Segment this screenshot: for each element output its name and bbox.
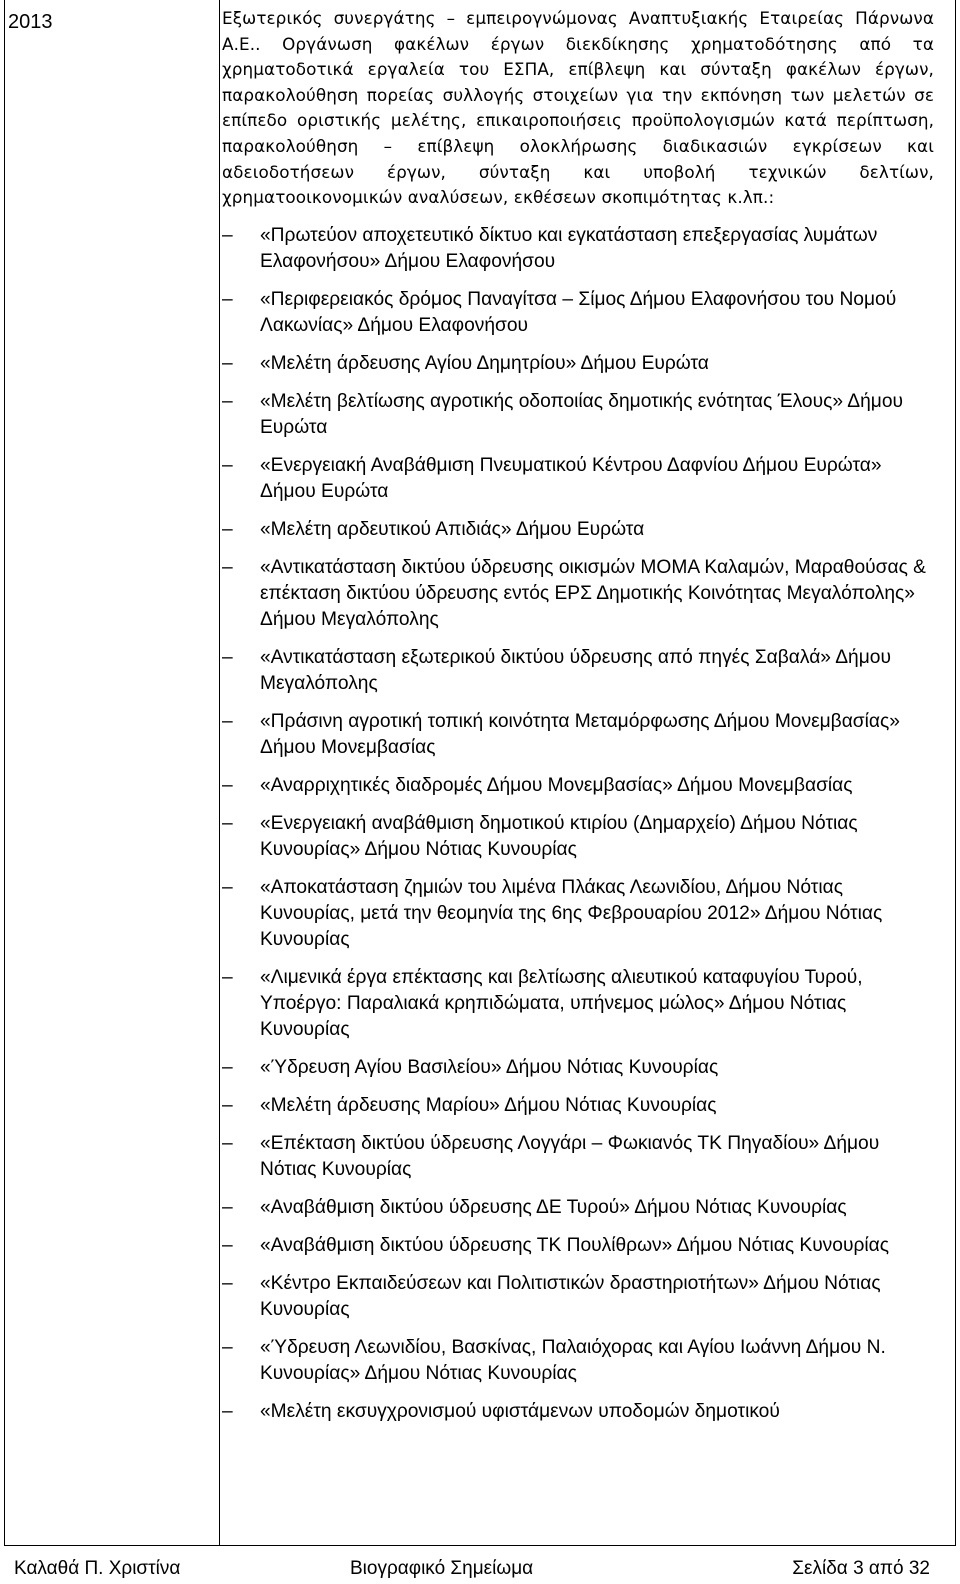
project-item: [222, 1093, 934, 1119]
dash-bullet-icon: –: [222, 518, 233, 540]
footer-title: Βιογραφικό Σημείωμα: [350, 1558, 534, 1579]
project-title: «Μελέτη άρδευσης Αγίου Δημητρίου» Δήμου Ευρώτα: [260, 352, 709, 374]
project-title: «Αντικατάσταση εξωτερικού δικτύου ύδρευσης από πηγές Σαβαλά» Δήμου Μεγαλόπολης: [260, 646, 891, 694]
dash-bullet-icon: –: [222, 1336, 233, 1358]
project-title: «Λιμενικά έργα επέκτασης και βελτίωσης αλιευτικού καταφυγίου Τυρού, Υποέργο: Παραλιακά κρηπιδώματα, υπήνεμος μώλος» Δήμου Νότιας Κυνουρίας: [260, 966, 863, 1040]
project-title: «Μελέτη εκσυγχρονισμού υφιστάμενων υποδομών δημοτικού: [260, 1400, 780, 1422]
project-item: [222, 223, 934, 275]
dash-bullet-icon: –: [222, 1094, 233, 1116]
entry-description: Εξωτερικός συνεργάτης – εμπειρογνώμονας Αναπτυξιακής Εταιρείας Πάρνωνα Α.Ε.. Οργάνωση φακέλων έργων διεκδίκησης χρηματοδότησης από τα χρηματοδοτικά εργαλεία του ΕΣΠΑ, επίβλεψη και σύνταξη φακέλων έργων, παρακολούθηση πορείας συλλογής στοιχείων για την εκπόνηση των μελετών σε επίπεδο οριστικής μελέτης, επικαιροποιήσεις προϋπολογισμών κατά περίπτωση, παρακολούθηση – επίβλεψη ολοκλήρωσης διαδικασιών εγκρίσεων και αδειοδοτήσεων έργων, σύνταξη και υποβολή τεχνικών δελτίων, χρηματοοικονομικών αναλύσεων, εκθέσεων σκοπιμότητας κ.λπ.:: [222, 8, 934, 208]
dash-bullet-icon: –: [222, 288, 233, 310]
entry-year: 2013: [8, 11, 53, 33]
dash-bullet-icon: –: [222, 1132, 233, 1154]
dash-bullet-icon: –: [222, 454, 233, 476]
project-item: [222, 351, 934, 377]
dash-bullet-icon: –: [222, 352, 233, 374]
project-title: «Πρωτεύον αποχετευτικό δίκτυο και εγκατάσταση επεξεργασίας λυμάτων Ελαφονήσου» Δήμου Ελαφονήσου: [260, 224, 878, 272]
dash-bullet-icon: –: [222, 1272, 233, 1294]
dash-bullet-icon: –: [222, 710, 233, 732]
dash-bullet-icon: –: [222, 966, 233, 988]
project-title: «Μελέτη αρδευτικού Απιδιάς» Δήμου Ευρώτα: [260, 518, 645, 540]
project-title: «Επέκταση δικτύου ύδρευσης Λογγάρι – Φωκιανός ΤΚ Πηγαδίου» Δήμου Νότιας Κυνουρίας: [260, 1132, 880, 1180]
project-item: [222, 1271, 934, 1323]
page-footer: [14, 1556, 944, 1582]
project-item: [222, 1131, 934, 1183]
entry-content: [222, 6, 934, 1437]
project-title: «Ύδρευση Αγίου Βασιλείου» Δήμου Νότιας Κυνουρίας: [260, 1056, 719, 1078]
project-item: [222, 555, 934, 633]
project-item: [222, 1399, 934, 1425]
project-item: [222, 389, 934, 441]
footer-author: Καλαθά Π. Χριστίνα: [14, 1558, 181, 1579]
project-item: [222, 1195, 934, 1221]
dash-bullet-icon: –: [222, 646, 233, 668]
project-item: [222, 1335, 934, 1387]
project-item: [222, 709, 934, 761]
dash-bullet-icon: –: [222, 1400, 233, 1422]
project-item: [222, 287, 934, 339]
dash-bullet-icon: –: [222, 556, 233, 578]
project-title: «Αποκατάσταση ζημιών του λιμένα Πλάκας Λεωνιδίου, Δήμου Νότιας Κυνουρίας, μετά την θεομηνία της 6ης Φεβρουαρίου 2012» Δήμου Νότιας Κυνουρίας: [260, 876, 883, 950]
dash-bullet-icon: –: [222, 876, 233, 898]
project-title: «Ενεργειακή Αναβάθμιση Πνευματικού Κέντρου Δαφνίου Δήμου Ευρώτα» Δήμου Ευρώτα: [260, 454, 882, 502]
project-item: [222, 1233, 934, 1259]
project-item: [222, 1055, 934, 1081]
project-title: «Αναβάθμιση δικτύου ύδρευσης ΤΚ Πουλίθρων» Δήμου Νότιας Κυνουρίας: [260, 1234, 889, 1256]
project-title: «Πράσινη αγροτική τοπική κοινότητα Μεταμόρφωσης Δήμου Μονεμβασίας» Δήμου Μονεμβασίας: [260, 710, 900, 758]
project-item: [222, 811, 934, 863]
project-item: [222, 875, 934, 953]
dash-bullet-icon: –: [222, 1196, 233, 1218]
project-title: «Μελέτη άρδευσης Μαρίου» Δήμου Νότιας Κυνουρίας: [260, 1094, 717, 1116]
project-item: [222, 965, 934, 1043]
project-title: «Περιφερειακός δρόμος Παναγίτσα – Σίμος Δήμου Ελαφονήσου του Νομού Λακωνίας» Δήμου Ελαφονήσου: [260, 288, 897, 336]
project-item: [222, 453, 934, 505]
project-item: [222, 517, 934, 543]
column-divider: [219, 0, 220, 1545]
dash-bullet-icon: –: [222, 774, 233, 796]
dash-bullet-icon: –: [222, 224, 233, 246]
project-title: «Ενεργειακή αναβάθμιση δημοτικού κτιρίου (Δημαρχείο) Δήμου Νότιας Κυνουρίας» Δήμου Νότιας Κυνουρίας: [260, 812, 858, 860]
project-title: «Αντικατάσταση δικτύου ύδρευσης οικισμών ΜΟΜΑ Καλαμών, Μαραθούσας & επέκταση δικτύου ύδρευσης εντός ΕΡΣ Δημοτικής Κοινότητας Μεγαλόπολης» Δήμου Μεγαλόπολης: [260, 556, 926, 630]
project-title: «Αναβάθμιση δικτύου ύδρευσης ΔΕ Τυρού» Δήμου Νότιας Κυνουρίας: [260, 1196, 847, 1218]
project-title: «Μελέτη βελτίωσης αγροτικής οδοποιίας δημοτικής ενότητας Έλους» Δήμου Ευρώτα: [260, 390, 903, 438]
project-title: «Αναρριχητικές διαδρομές Δήμου Μονεμβασίας» Δήμου Μονεμβασίας: [260, 774, 853, 796]
project-title: «Ύδρευση Λεωνιδίου, Βασκίνας, Παλαιόχορας και Αγίου Ιωάννη Δήμου Ν. Κυνουρίας» Δήμου Νότιας Κυνουρίας: [260, 1336, 886, 1384]
project-item: [222, 645, 934, 697]
dash-bullet-icon: –: [222, 812, 233, 834]
footer-page-number: Σελίδα 3 από 32: [792, 1558, 930, 1579]
project-list: [222, 223, 934, 1425]
project-item: [222, 773, 934, 799]
dash-bullet-icon: –: [222, 1234, 233, 1256]
project-title: «Κέντρο Εκπαιδεύσεων και Πολιτιστικών δραστηριοτήτων» Δήμου Νότιας Κυνουρίας: [260, 1272, 881, 1320]
dash-bullet-icon: –: [222, 1056, 233, 1078]
dash-bullet-icon: –: [222, 390, 233, 412]
